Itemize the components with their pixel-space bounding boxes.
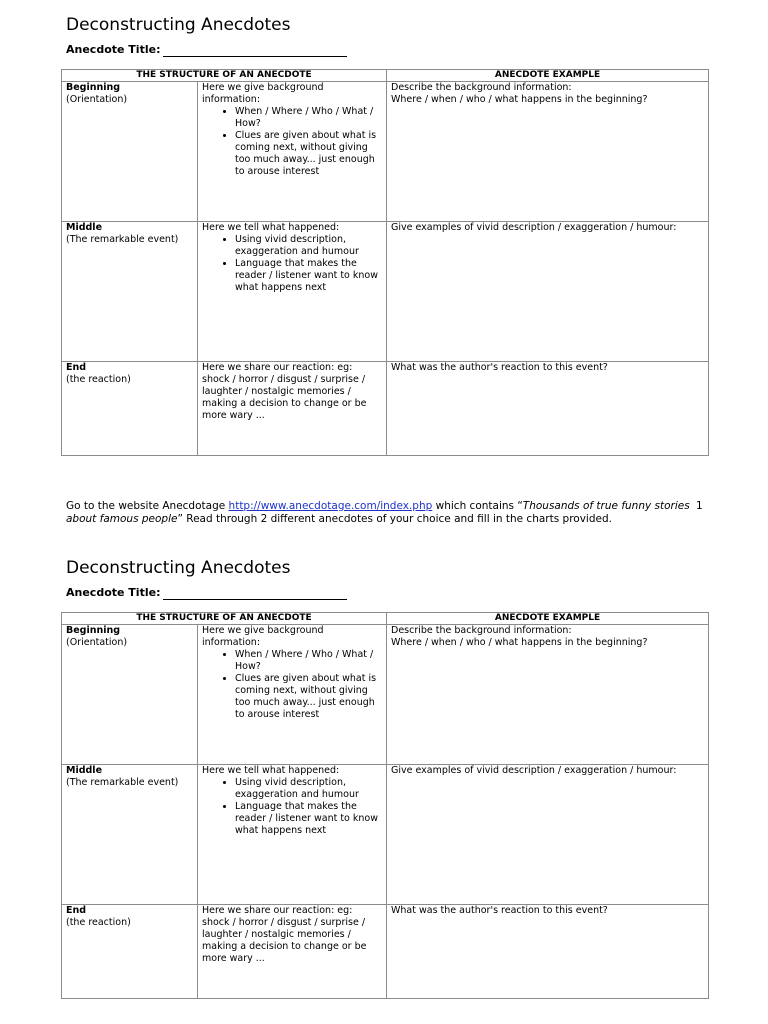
anecdote-title-label: Anecdote Title: bbox=[66, 586, 161, 599]
structure-end bbox=[198, 362, 387, 456]
structure-points bbox=[202, 106, 382, 178]
stage-sub: (the reaction) bbox=[66, 917, 131, 928]
structure-description: Here we share our reaction: eg: shock / horror / disgust / surprise / laughter / nostalgic memories / making a decision to change or be more wary ... bbox=[202, 905, 367, 964]
anecdote-title-field bbox=[66, 586, 347, 600]
stage-name: End bbox=[66, 905, 87, 916]
example-prompt: What was the author's reaction to this event? bbox=[391, 362, 608, 373]
list-item: • Clues are given about what is coming next, without giving too much away... just enough to arouse interest bbox=[235, 130, 382, 178]
stage-beginning bbox=[62, 625, 198, 765]
header-structure: THE STRUCTURE OF AN ANECDOTE bbox=[62, 613, 387, 625]
instructions-prefix: Go to the website Anecdotage bbox=[66, 500, 229, 512]
stage-name: Beginning bbox=[66, 625, 121, 636]
stage-sub: (Orientation) bbox=[66, 94, 128, 105]
example-end-cell[interactable] bbox=[387, 362, 709, 456]
stage-name: Beginning bbox=[66, 82, 121, 93]
stage-middle bbox=[62, 222, 198, 362]
table-row-middle bbox=[62, 222, 709, 362]
instructions-text bbox=[66, 500, 706, 526]
list-item: • Language that makes the reader / listener want to know what happens next bbox=[235, 801, 382, 837]
structure-beginning bbox=[198, 82, 387, 222]
instructions-middle: which contains “ bbox=[432, 500, 523, 512]
example-middle-cell[interactable] bbox=[387, 765, 709, 905]
list-item: • Using vivid description, exaggeration and humour bbox=[235, 777, 382, 801]
anecdote-title-label: Anecdote Title: bbox=[66, 43, 161, 56]
example-prompt: Give examples of vivid description / exaggeration / humour: bbox=[391, 222, 677, 233]
anecdote-structure-table bbox=[61, 69, 709, 456]
list-item: • When / Where / Who / What / How? bbox=[235, 649, 382, 673]
stage-name: End bbox=[66, 362, 87, 373]
structure-points bbox=[202, 777, 382, 837]
stage-middle bbox=[62, 765, 198, 905]
header-example: ANECDOTE EXAMPLE bbox=[387, 613, 709, 625]
example-prompt: Give examples of vivid description / exaggeration / humour: bbox=[391, 765, 677, 776]
example-beginning-cell[interactable] bbox=[387, 625, 709, 765]
stage-name: Middle bbox=[66, 765, 103, 776]
stage-end bbox=[62, 362, 198, 456]
example-prompt: Where / when / who / what happens in the beginning? bbox=[391, 94, 648, 105]
stage-name: Middle bbox=[66, 222, 103, 233]
structure-points bbox=[202, 234, 382, 294]
table-row-middle bbox=[62, 765, 709, 905]
structure-beginning bbox=[198, 625, 387, 765]
list-item: • Language that makes the reader / listener want to know what happens next bbox=[235, 258, 382, 294]
example-prompt: Describe the background information: bbox=[391, 625, 572, 636]
list-item: • When / Where / Who / What / How? bbox=[235, 106, 382, 130]
anecdote-title-field bbox=[66, 43, 347, 57]
stage-end bbox=[62, 905, 198, 999]
structure-intro: Here we tell what happened: bbox=[202, 222, 340, 233]
anecdotage-link[interactable]: http://www.anecdotage.com/index.php bbox=[228, 500, 433, 512]
table-row-beginning bbox=[62, 82, 709, 222]
stage-sub: (the reaction) bbox=[66, 374, 131, 385]
example-prompt: Describe the background information: bbox=[391, 82, 572, 93]
structure-points bbox=[202, 649, 382, 721]
example-middle-cell[interactable] bbox=[387, 222, 709, 362]
stage-sub: (Orientation) bbox=[66, 637, 128, 648]
structure-end bbox=[198, 905, 387, 999]
stage-sub: (The remarkable event) bbox=[66, 234, 179, 245]
list-item: • Using vivid description, exaggeration and humour bbox=[235, 234, 382, 258]
anecdote-title-blank[interactable] bbox=[163, 589, 347, 600]
page-number: 1 bbox=[696, 500, 703, 512]
table-row-end bbox=[62, 362, 709, 456]
structure-intro: Here we give background information: bbox=[202, 625, 324, 648]
header-structure: THE STRUCTURE OF AN ANECDOTE bbox=[62, 70, 387, 82]
anecdote-structure-table bbox=[61, 612, 709, 999]
stage-sub: (The remarkable event) bbox=[66, 777, 179, 788]
table-row-beginning bbox=[62, 625, 709, 765]
example-beginning-cell[interactable] bbox=[387, 82, 709, 222]
example-end-cell[interactable] bbox=[387, 905, 709, 999]
structure-middle bbox=[198, 765, 387, 905]
instructions-quote: Thousands of true funny stories about famous people bbox=[66, 500, 690, 525]
stage-beginning bbox=[62, 82, 198, 222]
instructions-suffix: ” Read through 2 different anecdotes of your choice and fill in the charts provided. bbox=[177, 513, 612, 525]
list-item: • Clues are given about what is coming next, without giving too much away... just enough to arouse interest bbox=[235, 673, 382, 721]
example-prompt: Where / when / who / what happens in the beginning? bbox=[391, 637, 648, 648]
header-example: ANECDOTE EXAMPLE bbox=[387, 70, 709, 82]
example-prompt: What was the author's reaction to this event? bbox=[391, 905, 608, 916]
structure-middle bbox=[198, 222, 387, 362]
worksheet-title: Deconstructing Anecdotes bbox=[66, 558, 291, 578]
worksheet-title: Deconstructing Anecdotes bbox=[66, 15, 291, 35]
structure-intro: Here we give background information: bbox=[202, 82, 324, 105]
structure-description: Here we share our reaction: eg: shock / horror / disgust / surprise / laughter / nostalgic memories / making a decision to change or be more wary ... bbox=[202, 362, 367, 421]
structure-intro: Here we tell what happened: bbox=[202, 765, 340, 776]
table-row-end bbox=[62, 905, 709, 999]
anecdote-title-blank[interactable] bbox=[163, 46, 347, 57]
